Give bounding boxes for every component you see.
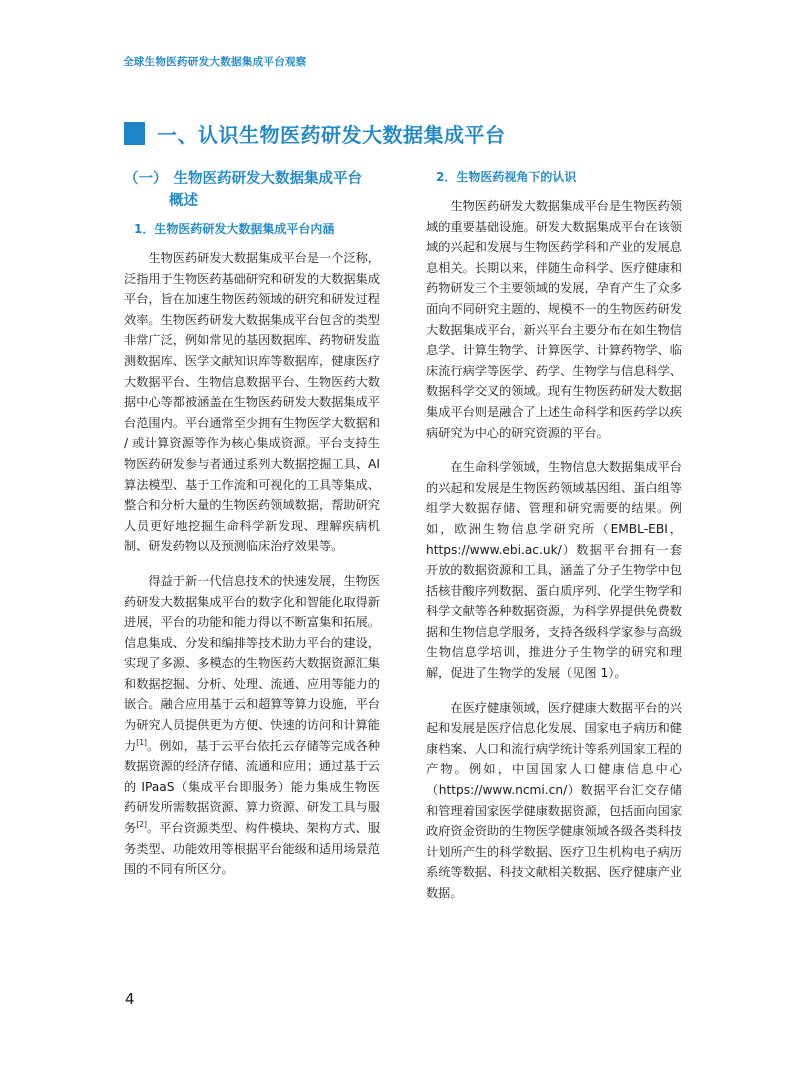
paragraph: 生物医药研发大数据集成平台是生物医药领域的重要基础设施。研发大数据集成平台在该领域的兴起和发展与生物医药学科和产业的发展息息相关。长期以来，伴随生命科学、医疗健康和药物研发三个主要领域的发展，孕育产生了众多面向不同研究主题的、规模不一的生物医药研发大数据集成平台，新兴平台主要分布在如生物信息学、计算生物学、计算医学、计算药物学、临床流行病学等医学、药学、生物学与信息科学、数据科学交叉的领域。现有生物医药研发大数据集成平台则是融合了上述生命科学和医药学以疾病研究为中心的研究资源的平台。	[426, 199, 682, 440]
right-column	[426, 168, 682, 918]
citation-ref[interactable]: [1]	[136, 737, 147, 747]
paragraph-text: 。例如，基于云平台依托云存储等完成各种数据资源的经济存储、流通和应用；通过基于云的 IPaaS（集成平台即服务）能力集成生物医药研发所需数据资源、算力资源、研发工具与服务	[124, 738, 381, 836]
paragraph	[124, 571, 380, 880]
paragraph-text: 得益于新一代信息技术的快速发展，生物医药研发大数据集成平台的数字化和智能化取得新进展，平台的功能和能力得以不断富集和拓展。信息集成、分发和编排等技术助力平台的建设，实现了多源、多模态的生物医药大数据资源汇集和数据挖掘、分析、处理、流通、应用等能力的嵌合。融合应用基于云和超算等算力设施，平台为研究人员提供更为方便、快速的访问和计算能力	[124, 573, 380, 753]
section-title-line1: 生物医药研发大数据集成平台	[173, 171, 362, 187]
paragraph: 在医疗健康领域，医疗健康大数据平台的兴起和发展是医疗信息化发展、国家电子病历和健康档案、人口和流行病学统计等系列国家工程的产物。例如，中国国家人口健康信息中心（https://www.ncmi.cn/）数据平台汇交存储和管理着国家医学健康数据资源，包括面向国家政府资金资助的生物医学健康领域各级各类科技计划所产生的科学数据、医疗卫生机构电子病历系统等数据、科技文献相关数据、医疗健康产业数据。	[426, 700, 682, 900]
section-title-line2: 概述	[169, 193, 198, 209]
running-header: 全球生物医药研发大数据集成平台观察	[123, 56, 307, 68]
chapter-heading	[124, 120, 506, 146]
paragraph: 生物医药研发大数据集成平台是一个泛称，泛指用于生物医药基础研究和研发的大数据集成平台，旨在加速生物医药领域的研究和研发过程效率。生物医药研发大数据集成平台包含的类型非常广泛，例如常见的基因数据库、药物研发监测数据库、医学文献知识库等数据库，健康医疗大数据平台、生物信息数据平台、生物医药大数据中心等都被涵盖在生物医药研发大数据集成平台范围内。平台通常至少拥有生物医学大数据和 / 或计算资源等作为核心集成资源。平台支持生物医药研发参与者通过系列大数据挖掘工具、AI 算法模型、基于工作流和可视化的工具等集成、整合和分析大量的生物医药领域数据，帮助研究人员更好地挖掘生命科学新发现、理解疾病机制、研发药物以及预测临床治疗效果等。	[124, 251, 380, 554]
paragraph: 在生命科学领域，生物信息大数据集成平台的兴起和发展是生物医药领域基因组、蛋白组等组学大数据存储、管理和研究需要的结果。例如，欧洲生物信息学研究所（EMBL-EBI，https://www.ebi.ac.uk/）数据平台拥有一套开放的数据资源和工具，涵盖了分子生物学中包括核苷酸序列数据、蛋白质序列、化学生物学和科学文献等各种数据资源，为科学界提供免费数据和生物信息学服务，支持各级科学家参与高级生物信息学培训，推进分子生物学的研究和理解，促进了生物学的发展（见图 1）。	[426, 460, 682, 681]
section-title	[124, 168, 380, 212]
citation-ref[interactable]: [2]	[136, 819, 147, 829]
left-column	[124, 168, 380, 894]
page-number: 4	[125, 990, 135, 1008]
chapter-title: 一、认识生物医药研发大数据集成平台	[157, 122, 506, 147]
subsection-title-1: 1．生物医药研发大数据集成平台内涵	[134, 222, 335, 236]
subsection-title-2: 2．生物医药视角下的认识	[436, 170, 577, 184]
paragraph-text: 。平台资源类型、构件模块、架构方式、服务类型、功能效用等根据平台能级和适用场景范围的不同有所区分。	[124, 821, 381, 877]
section-number: （一）	[124, 171, 168, 187]
chapter-marker	[124, 122, 145, 145]
